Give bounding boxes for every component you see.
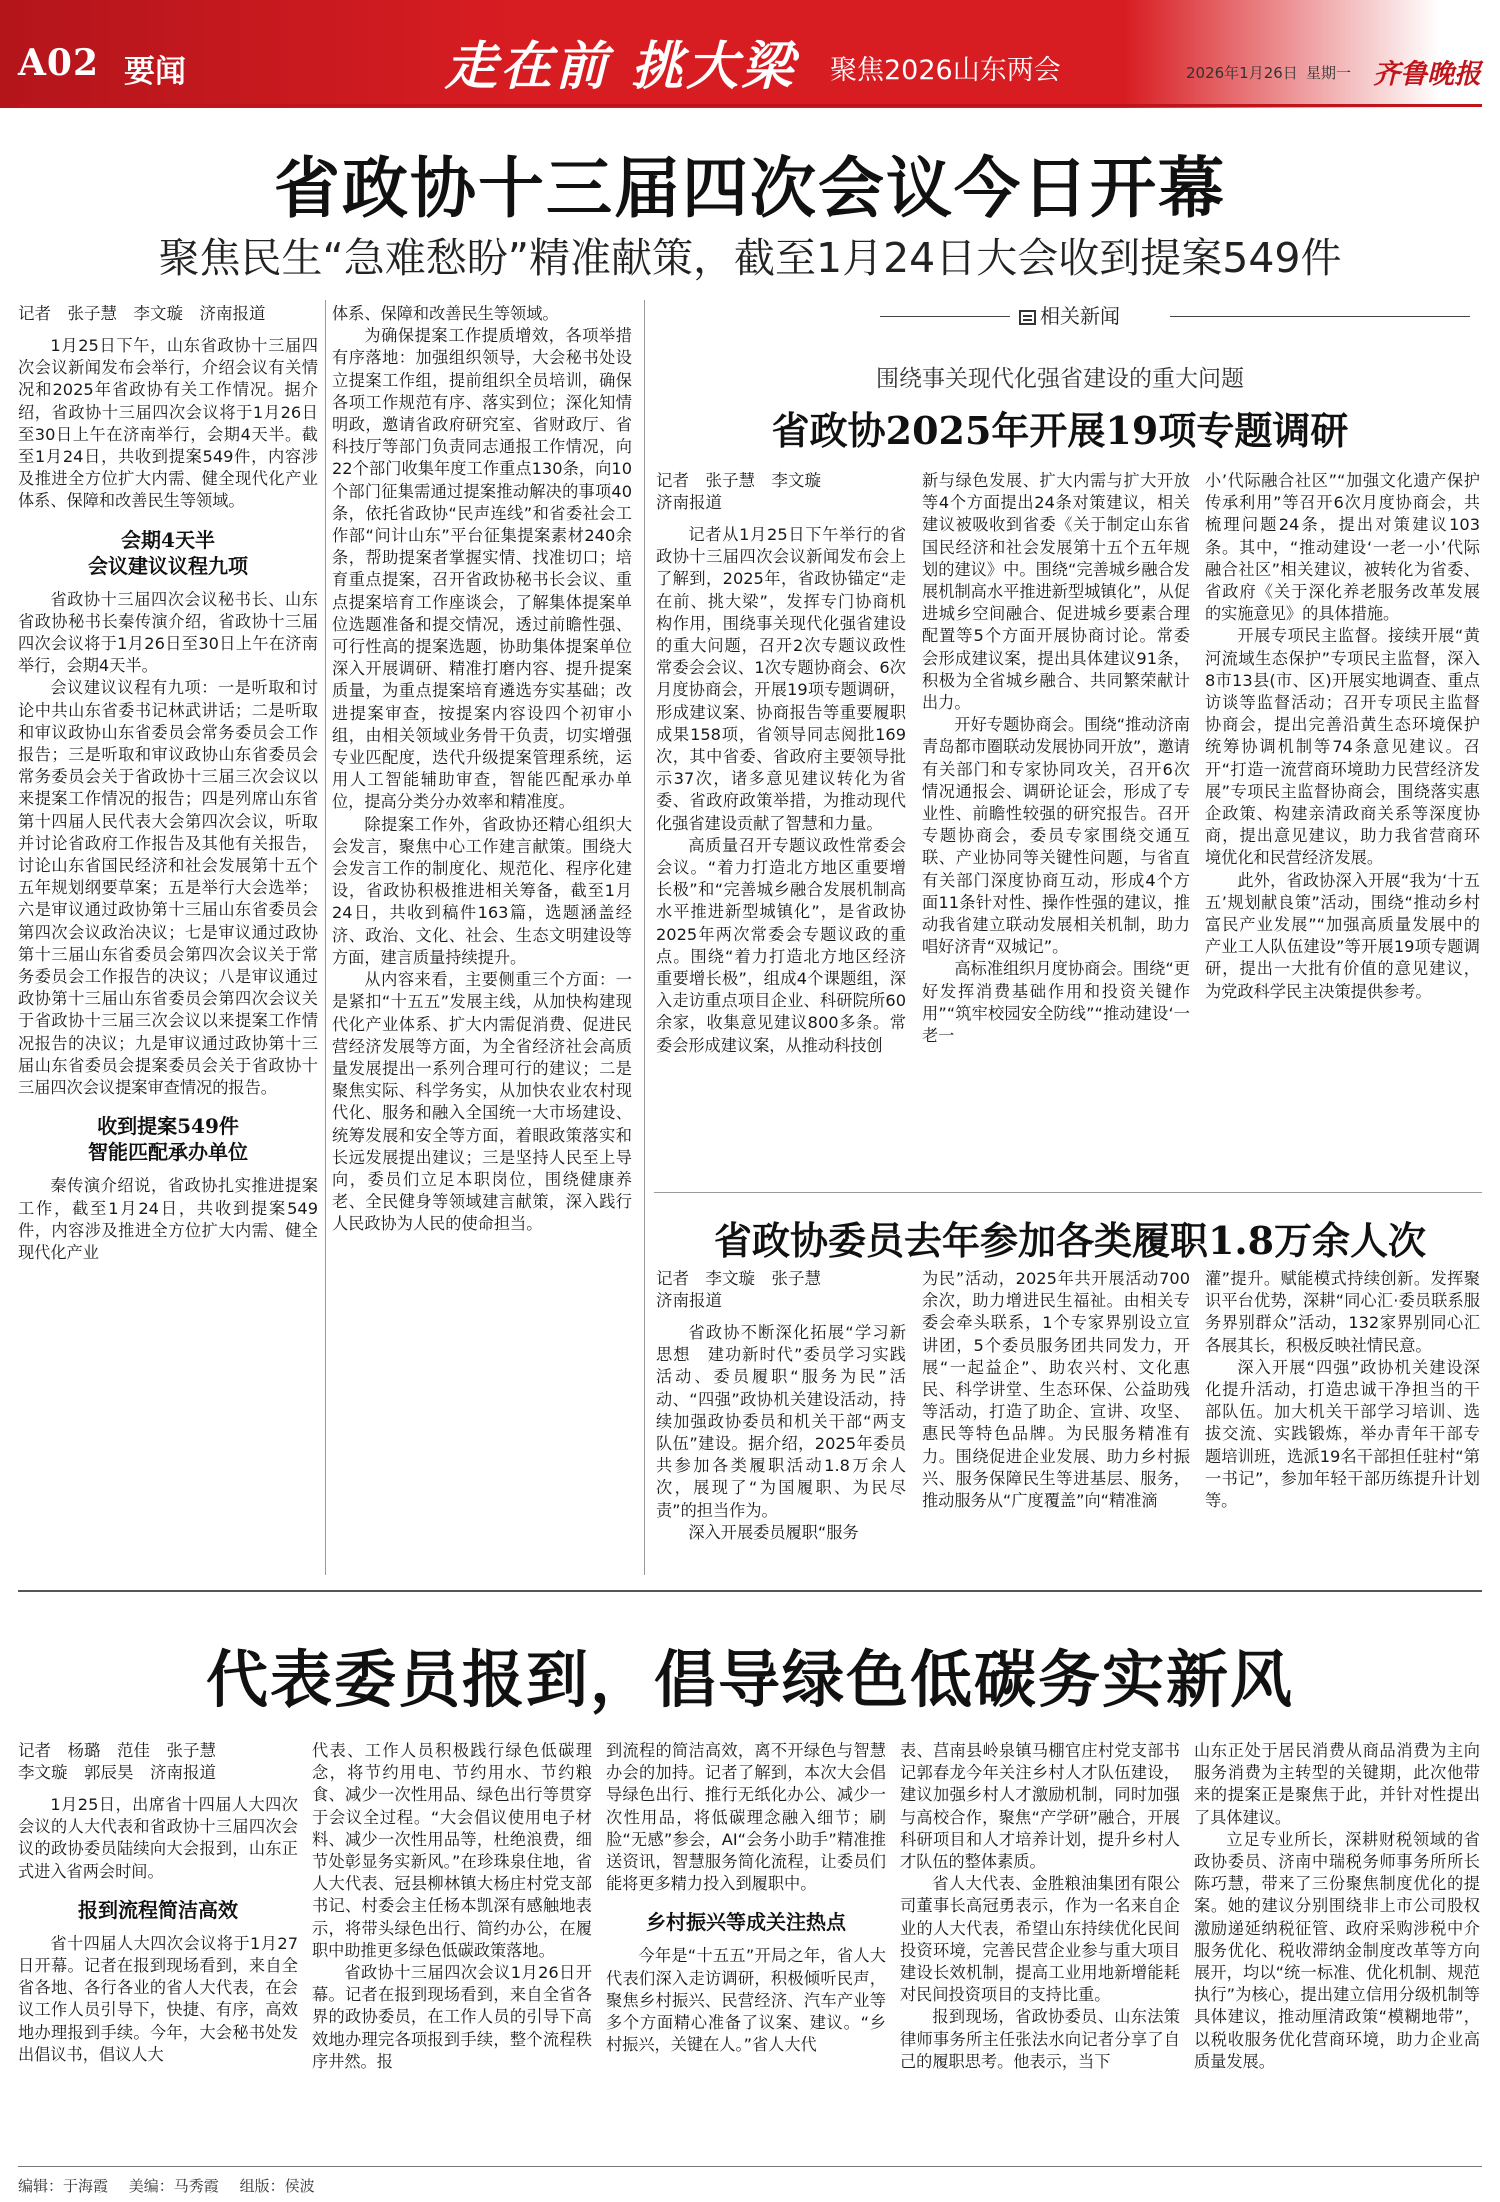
main-story-column-2 xyxy=(332,303,632,1236)
related-news-tag xyxy=(880,305,1470,327)
second-paragraph: 表、莒南县岭泉镇马棚官庄村党支部书记郭春龙今年关注乡村人才队伍建设，建议加强乡村人才激励机制，同时加强与高校合作，聚焦“产学研”融合，开展科研项目和人才培养计划，提升乡村人才队伍的整体素质。 xyxy=(900,1741,1180,1872)
page-footer xyxy=(18,2175,331,2196)
second-paragraph: 山东正处于居民消费从商品消费为主向服务消费为主转型的关键期，此次他带来的提案正是聚焦于此，并针对性提出了具体建议。 xyxy=(1194,1741,1480,1827)
paper-logo: 齐鲁晚报 xyxy=(1373,59,1481,90)
second-story-column-2 xyxy=(312,1740,592,2073)
related-story-2-column-2 xyxy=(922,1268,1190,1512)
second-subhead: 报到流程简洁高效 xyxy=(78,1897,238,1922)
second-paragraph: 代表、工作人员积极践行绿色低碳理念，将节约用电、节约用水、节约粮食、减少一次性用品、绿色出行等贯穿于会议全过程。“大会倡议使用电子材料、减少一次性用品等，杜绝浪费，细节处彰显务实新风。”在珍珠泉住地，省人大代表、冠县柳林镇大杨庄村党支部书记、村委会主任杨本凯深有感触地表示，将带头绿色出行、简约办公，在履职中助推更多绿色低碳政策落地。 xyxy=(312,1741,592,1960)
banner-focus: 聚焦2026山东两会 xyxy=(830,55,1061,86)
second-byline: 记者 杨璐 范佳 张子慧 李文璇 郭辰昊 济南报道 xyxy=(18,1741,216,1782)
second-story-column-3 xyxy=(606,1740,886,2056)
related-story-1-column-3 xyxy=(1205,470,1480,1003)
banner-slogan: 走在前 挑大梁 xyxy=(445,36,797,97)
issue-date: 2026年1月26日 xyxy=(1186,64,1298,82)
second-story-column-4 xyxy=(900,1740,1180,2073)
column-divider xyxy=(325,300,326,1575)
related-paragraph: 此外，省政协深入开展“我为‘十五五’规划献良策”活动，围绕“推动乡村富民产业发展”“加强高质量发展中的产业工人队伍建设”等开展19项专题调研，提出一大批有价值的意见建议，为党政科学民主决策提供参考。 xyxy=(1205,870,1480,1001)
related-story-1-kicker: 围绕事关现代化强省建设的重大问题 xyxy=(876,366,1244,392)
footer-art-editor: 美编：马秀霞 xyxy=(128,2177,219,2195)
main-paragraph: 为确保提案工作提质增效，各项举措有序落地：加强组织领导，大会秘书处设立提案工作组，提前组织全员培训，确保各项工作规范有序、落实到位；深化知情明政，邀请省政府研究室、省财政厅、省科技厅等部门负责同志通报工作情况，向22个部门收集年度工作重点130条，向10个部门征集需通过提案推动解决的事项40条，依托省政协“民声连线”和省委社会工作部“问计山东”平台征集提案素材240余条，帮助提案者掌握实情、找准切口；培育重点提案，召开省政协秘书长会议、重点提案培育工作座谈会，了解集体提案单位选题准备和提交情况，透过前瞻性强、可行性高的提案选题，协助集体提案单位深入开展调研、精准打磨内容、提升提案质量，为重点提案培育遴选夯实基础；改进提案审查，按提案内容设四个初审小组，由相关领域业务骨干负责，切实增强专业匹配度，迭代升级提案管理系统，运用人工智能辅助审查，智能匹配承办单位，提高分类分办效率和精准度。 xyxy=(332,326,632,812)
masthead-banner xyxy=(0,0,1500,108)
second-paragraph: 立足专业所长，深耕财税领域的省政协委员、济南中瑞税务师事务所所长陈巧慧，带来了三份聚焦制度优化的提案。她的建议分别围绕非上市公司股权激励递延纳税征管、政府采购涉税中介服务优化、税收滞纳金制度改革等方向展开，均以“统一标准、优化机制、规范执行”为核心，提出建立信用分级机制等具体建议，推动厘清政策“模糊地带”，以税收服务优化营商环境，助力企业高质量发展。 xyxy=(1194,1829,1480,2071)
related-paragraph: 省政协不断深化拓展“学习新思想 建功新时代”委员学习实践活动、委员履职“服务为民”活动、“四强”政协机关建设活动，持续加强政协委员和机关干部“两支队伍”建设。据介绍，2025年委员共参加各类履职活动1.8万余人次，展现了“为国履职、为民尽责”的担当作为。 xyxy=(656,1323,906,1520)
related-paragraph: 新与绿色发展、扩大内需与扩大开放等4个方面提出24条对策建议，相关建议被吸收到省委《关于制定山东省国民经济和社会发展第十五个五年规划的建议》中。围绕“完善城乡融合发展机制高水平推进新型城镇化”，从促进城乡空间融合、促进城乡要素合理配置等5个方面开展协商讨论。常委会形成建议案，提出具体建议91条，积极为全省城乡融合、共同繁荣献计出力。 xyxy=(922,471,1190,713)
related-paragraph: 高质量召开专题议政性常委会会议。“着力打造北方地区重要增长极”和“完善城乡融合发展机制高水平推进新型城镇化”，是省政协2025年两次常委会专题议政的重点。围绕“着力打造北方地区经济重要增长极”，组成4个课题组，深入走访重点项目企业、科研院所60余家，收集意见建议800多条。常委会形成建议案，从推动科技创 xyxy=(656,835,906,1055)
related-paragraph: 开好专题协商会。围绕“推动济南青岛都市圈联动发展协同开放”，邀请有关部门和专家协同攻关，召开6次情况通报会、调研论证会，形成了专业性、前瞻性较强的研究报告。召开专题协商会，委员专家围绕交通互联、产业协同等关键性问题，与省直有关部门深度协商互动，形成4个方面11条针对性、操作性强的建议，推动我省建立联动发展相关机制，助力唱好济青“双城记”。 xyxy=(922,715,1190,957)
related-story-1-column-2 xyxy=(922,470,1190,1047)
second-paragraph: 省人大代表、金胜粮油集团有限公司董事长高冠勇表示，作为一名来自企业的人大代表，希望山东持续优化民间投资环境，完善民营企业参与重大项目建设长效机制，提高工业用地新增能耗对民间投资项目的支持比重。 xyxy=(900,1874,1180,2005)
related-news-label: 相关新闻 xyxy=(1040,304,1120,328)
related-paragraph: 深入开展“四强”政协机关建设深化提升活动，打造忠诚干净担当的干部队伍。加大机关干部学习培训、选拔交流、实践锻炼，举办青年干部专题培训班，选派19名干部担任驻村“第一书记”，参加年轻干部历练提升计划等。 xyxy=(1205,1357,1480,1511)
second-paragraph: 1月25日，出席省十四届人大四次会议的人大代表和省政协十三届四次会议的政协委员陆续向大会报到，山东正式进入省两会时间。 xyxy=(18,1795,298,1881)
main-paragraph: 1月25日下午，山东省政协十三届四次会议新闻发布会举行，介绍会议有关情况和2025年省政协有关工作情况。据介绍，省政协十三届四次会议将于1月26日至30日上午在济南举行，会期4天半。截至1月24日，共收到提案549件，内容涉及推进全方位扩大内需、健全现代化产业体系、保障和改善民生等领域。 xyxy=(18,336,318,511)
related-paragraph: 为民”活动，2025年共开展活动700余次，助力增进民生福祉。由相关专委会牵头联系，1个专家界别设立宣讲团，5个委员服务团共同发力，开展“一起益企”、助农兴村、文化惠民、科学讲堂、生态环保、公益助残等活动，打造了助企、宣讲、攻坚、惠民等特色品牌。为民服务精准有力。围绕促进企业发展、助力乡村振兴、服务保障民生等进基层、服务，推动服务从“广度覆盖”向“精准滴 xyxy=(922,1269,1190,1511)
masthead-rule xyxy=(18,104,1482,107)
related-paragraph: 深入开展委员履职“服务 xyxy=(688,1522,859,1542)
main-paragraph: 省政协十三届四次会议秘书长、山东省政协秘书长秦传演介绍，省政协十三届四次会议将于1月26日至30日上午在济南举行，会期4天半。 xyxy=(18,589,318,676)
main-subheadline: 聚焦民生“急难愁盼”精准献策，截至1月24日大会收到提案549件 xyxy=(158,234,1342,282)
main-headline: 省政协十三届四次会议今日开幕 xyxy=(274,149,1226,227)
section-name: 要闻 xyxy=(124,54,186,90)
related-story-2-title: 省政协委员去年参加各类履职1.8万余人次 xyxy=(713,1218,1427,1263)
footer-editor: 编辑：于海霞 xyxy=(18,2177,109,2195)
footer-rule xyxy=(18,2166,1482,2167)
related-story-2-byline: 记者 李文璇 张子慧 济南报道 xyxy=(656,1269,821,1310)
main-subhead: 收到提案549件 智能匹配承办单位 xyxy=(88,1114,248,1165)
related-story-1-column-1 xyxy=(656,470,906,1057)
second-subhead: 乡村振兴等成关注热点 xyxy=(646,1910,846,1935)
related-paragraph: 记者从1月25日下午举行的省政协十三届四次会议新闻发布会上了解到，2025年，省政协锚定“走在前、挑大梁”，发挥专门协商机构作用，围绕事关现代化强省建设的重大问题，召开2次专题议政性常委会会议、1次专题协商会、6次月度协商会，开展19项专题调研，形成建议案、协商报告等重要履职成果158项，省领导同志阅批169次，其中省委、省政府主要领导批示37次，诸多意见建议转化为省委、省政府政策举措，为推动现代化强省建设贡献了智慧和力量。 xyxy=(656,525,906,833)
issue-weekday: 星期一 xyxy=(1306,64,1352,82)
main-subhead: 会期4天半 会议建议议程九项 xyxy=(88,527,248,578)
related-story-1-byline: 记者 张子慧 李文璇 济南报道 xyxy=(656,471,821,512)
footer-proof: 组版：侯波 xyxy=(239,2177,315,2195)
newspaper-icon xyxy=(1019,310,1036,325)
related-story-2-column-3 xyxy=(1205,1268,1480,1512)
related-story-2-column-1 xyxy=(656,1268,906,1544)
main-paragraph: 除提案工作外，省政协还精心组织大会发言，聚焦中心工作建言献策。围绕大会发言工作的制度化、规范化、程序化建设，省政协积极推进相关筹备，截至1月24日，共收到稿件163篇，选题涵盖经济、政治、文化、社会、生态文明建设等方面，建言质量持续提升。 xyxy=(332,814,632,967)
second-paragraph: 省十四届人大四次会议将于1月27日开幕。记者在报到现场看到，来自全省各地、各行各业的省人大代表，在会议工作人员引导下，快捷、有序，高效地办理报到手续。今年，大会秘书处发出倡议书，倡议人大 xyxy=(18,1933,298,2064)
related-paragraph: 小’代际融合社区”“加强文化遗产保护传承利用”等召开6次月度协商会，共梳理问题24条，提出对策建议103条。其中，“推动建设‘一老一小’代际融合社区”相关建议，被转化为省委、省政府《关于深化养老服务改革发展的实施意见》的具体措施。 xyxy=(1205,471,1480,624)
related-story-1-title: 省政协2025年开展19项专题调研 xyxy=(771,408,1349,453)
related-paragraph: 灌”提升。赋能模式持续创新。发挥聚识平台优势，深耕“同心汇·委员联系服务界别群众”活动，132家界别同心汇各展其长，积极反映社情民意。 xyxy=(1205,1269,1480,1355)
second-headline: 代表委员报到，倡导绿色低碳务实新风 xyxy=(205,1643,1294,1716)
page-number: A02 xyxy=(18,42,100,84)
second-paragraph: 到流程的简洁高效，离不开绿色与智慧办会的加持。记者了解到，本次大会倡导绿色出行、推行无纸化办公、减少一次性用品，将低碳理念融入细节；刷脸“无感”参会，AI“会务小助手”精准推送资讯，智慧服务简化流程，让委员们能将更多精力投入到履职中。 xyxy=(606,1741,886,1894)
section-divider xyxy=(18,1590,1482,1592)
main-paragraph: 会议建议议程有九项：一是听取和讨论中共山东省委书记林武讲话；二是听取和审议政协山东省委员会常务委员会工作报告；三是听取和审议政协山东省委员会常务委员会关于省政协十三届三次会议以来提案工作情况的报告；四是列席山东省第十四届人民代表大会第四次会议，听取并讨论省政府工作报告及其他有关报告，讨论山东省国民经济和社会发展第十五个五年规划纲要草案；五是举行大会选举；六是审议通过政协第十三届山东省委员会第四次会议政治决议；七是审议通过政协第十三届山东省委员会第四次会议关于常务委员会工作报告的决议；八是审议通过政协第十三届山东省委员会第四次会议关于省政协十三届三次会议以来提案工作情况报告的决议；九是审议通过政协第十三届山东省委员会提案委员会关于省政协十三届四次会议提案审查情况的报告。 xyxy=(18,678,318,1098)
related-divider xyxy=(654,1192,1482,1193)
related-paragraph: 开展专项民主监督。接续开展“黄河流域生态保护”专项民主监督，深入8市13县(市、区)开展实地调查、重点访谈等监督活动；召开专项民主监督协商会，提出完善沿黄生态环境保护统筹协调机制等74条意见建议。召开“打造一流营商环境助力民营经济发展”专项民主监督协商会，围绕落实惠企政策、构建亲清政商关系等深度协商，提出意见建议，助力我省营商环境优化和民营经济发展。 xyxy=(1205,626,1480,868)
main-story-column-1 xyxy=(18,303,318,1264)
related-paragraph: 高标准组织月度协商会。围绕“更好发挥消费基础作用和投资关键作用”“筑牢校园安全防线”“推动建设‘一老一 xyxy=(922,959,1190,1046)
column-divider xyxy=(644,300,645,1575)
second-paragraph: 今年是“十五五”开局之年，省人大代表们深入走访调研，积极倾听民声，聚焦乡村振兴、民营经济、汽车产业等多个方面精心准备了议案、建议。“乡村振兴，关键在人。”省人大代 xyxy=(606,1946,886,2055)
main-paragraph: 体系、保障和改善民生等领域。 xyxy=(332,304,559,323)
main-paragraph: 秦传演介绍说，省政协扎实推进提案工作，截至1月24日，共收到提案549件，内容涉及推进全方位扩大内需、健全现代化产业 xyxy=(18,1176,318,1262)
second-paragraph: 省政协十三届四次会议1月26日开幕。记者在报到现场看到，来自全省各界的政协委员，在工作人员的引导下高效地办理完各项报到手续，整个流程秩序井然。报 xyxy=(312,1963,592,2071)
main-byline: 记者 张子慧 李文璇 济南报道 xyxy=(18,304,266,323)
second-paragraph: 报到现场，省政协委员、山东法策律师事务所主任张法水向记者分享了自己的履职思考。他表示，当下 xyxy=(900,2007,1180,2071)
second-story-column-5 xyxy=(1194,1740,1480,2073)
main-paragraph: 从内容来看，主要侧重三个方面：一是紧扣“十五五”发展主线，从加快构建现代化产业体系、扩大内需促消费、促进民营经济发展等方面，为全省经济社会高质量发展提出一系列合理可行的建议；二是聚焦实际、科学务实，从加快农业农村现代化、服务和融入全国统一大市场建设、统筹发展和安全等方面，着眼政策落实和长远发展提出建议；三是坚持人民至上导向，委员们立足本职岗位，围绕健康养老、全民健身等领域建言献策，深入践行人民政协为人民的使命担当。 xyxy=(332,970,632,1234)
second-story-column-1 xyxy=(18,1740,298,2066)
